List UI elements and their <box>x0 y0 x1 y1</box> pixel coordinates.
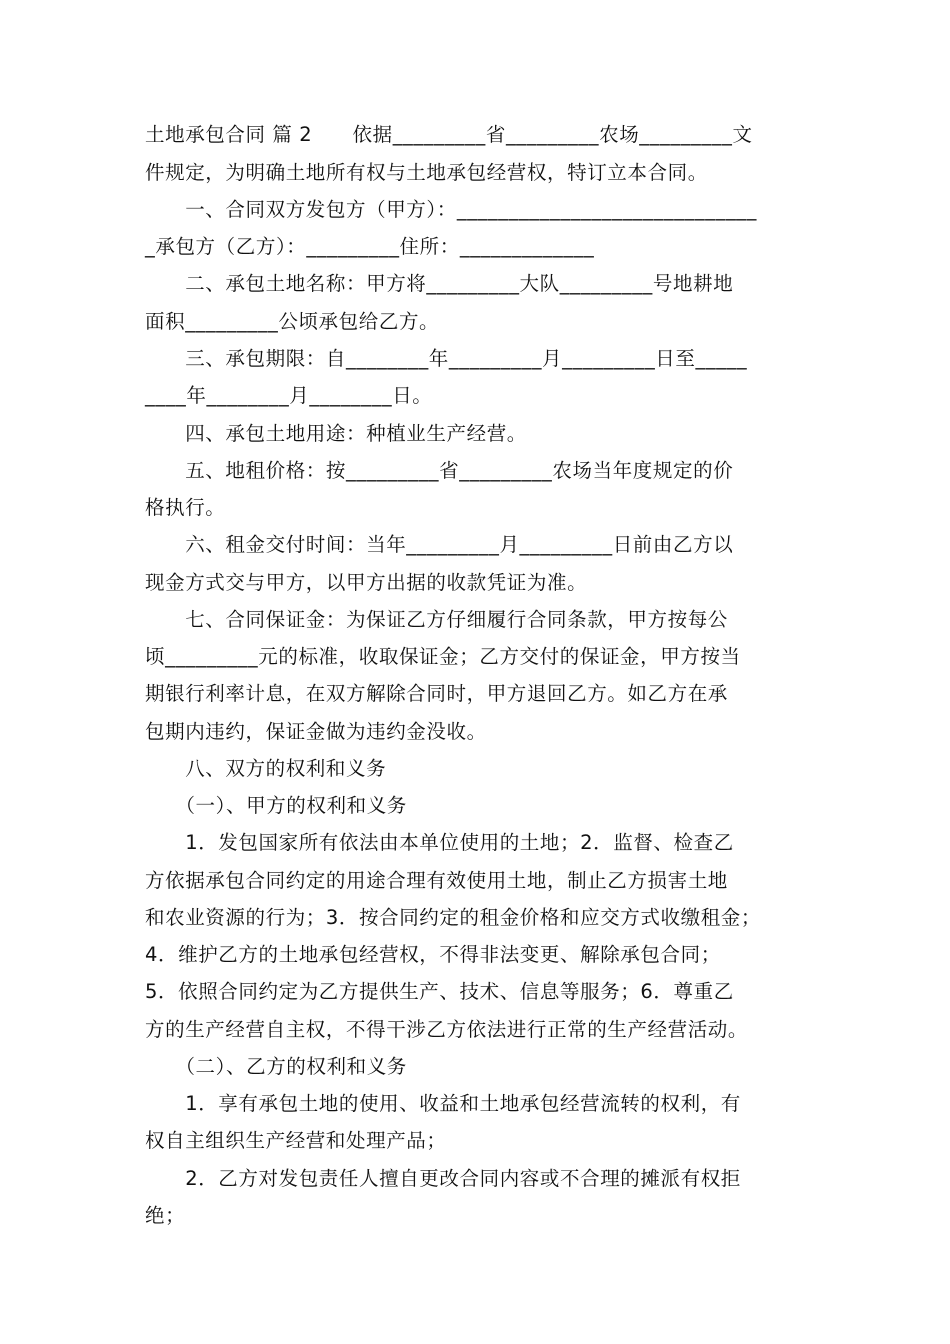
text-line: 一、合同双方发包方（甲方）：_____________________________ <box>145 198 757 221</box>
text-line: 八、双方的权利和义务 <box>145 757 387 780</box>
text-line: 方的生产经营自主权，不得干涉乙方依法进行正常的生产经营活动。 <box>145 1018 749 1041</box>
text-line: 五、地租价格：按_________省_________农场当年度规定的价 <box>145 459 734 482</box>
text-line: 现金方式交与甲方，以甲方出据的收款凭证为准。 <box>145 571 588 594</box>
text-line: 2．乙方对发包责任人擅自更改合同内容或不合理的摊派有权拒 <box>145 1167 741 1190</box>
text-line: 土地承包合同 篇 2 依据_________省_________农场_________文 <box>145 123 753 146</box>
text-line: （二）、乙方的权利和义务 <box>145 1055 407 1078</box>
text-line: _承包方（乙方）：_________住所：_____________ <box>145 235 595 258</box>
text-line: 权自主组织生产经营和处理产品； <box>145 1129 447 1152</box>
text-line: 绝； <box>145 1204 186 1227</box>
text-line: 5．依照合同约定为乙方提供生产、技术、信息等服务；6．尊重乙 <box>145 980 734 1003</box>
text-line: 1．发包国家所有依法由本单位使用的土地；2．监督、检查乙 <box>145 831 734 854</box>
text-line: 和农业资源的行为；3．按合同约定的租金价格和应交方式收缴租金； <box>145 906 762 929</box>
text-line: 件规定，为明确土地所有权与土地承包经营权，特订立本合同。 <box>145 161 708 184</box>
text-line: 顷_________元的标准，收取保证金；乙方交付的保证金，甲方按当 <box>145 645 741 668</box>
text-line: 方依据承包合同约定的用途合理有效使用土地，制止乙方损害土地 <box>145 869 728 892</box>
text-line: 1．享有承包土地的使用、收益和土地承包经营流转的权利，有 <box>145 1092 741 1115</box>
text-line: 六、租金交付时间：当年_________月_________日前由乙方以 <box>145 533 734 556</box>
text-line: 七、合同保证金：为保证乙方仔细履行合同条款，甲方按每公 <box>145 608 728 631</box>
text-line: 二、承包土地名称：甲方将_________大队_________号地耕地 <box>145 272 734 295</box>
text-line: 格执行。 <box>145 496 226 519</box>
text-line: （一）、甲方的权利和义务 <box>145 794 407 817</box>
text-line: ____年________月________日。 <box>145 384 433 407</box>
text-line: 4．维护乙方的土地承包经营权，不得非法变更、解除承包合同； <box>145 943 721 966</box>
text-line: 期银行利率计息，在双方解除合同时，甲方退回乙方。如乙方在承 <box>145 682 728 705</box>
text-line: 包期内违约，保证金做为违约金没收。 <box>145 720 487 743</box>
text-line: 面积_________公顷承包给乙方。 <box>145 310 440 333</box>
text-line: 三、承包期限：自________年_________月_________日至_____ <box>145 347 748 370</box>
text-line: 四、承包土地用途：种植业生产经营。 <box>145 422 527 445</box>
